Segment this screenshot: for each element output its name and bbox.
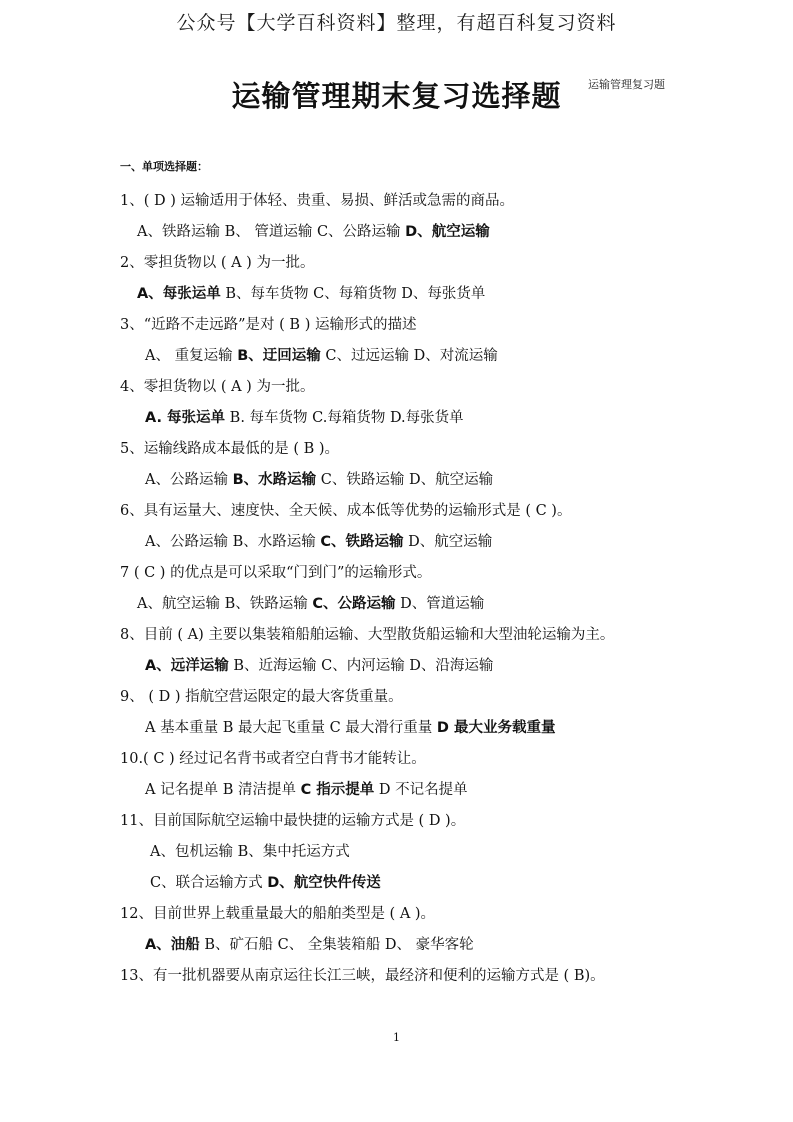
answer-options [145,532,492,552]
section-heading: 一、单项选择题： [120,160,208,173]
question-stem: 4、零担货物以 ( A ) 为一批。 [120,379,315,395]
correct-answer: A、油船 [145,937,200,953]
correct-answer: D、航空快件传送 [267,875,381,891]
header-note: 运输管理复习题 [588,78,665,91]
answer-options [145,718,555,738]
correct-answer: A、每张运单 [137,286,221,302]
option-text: C、铁路运输 D、航空运输 [316,472,494,488]
correct-answer: D 最大业务载重量 [436,720,556,736]
answer-options [137,594,484,614]
answer-options [145,935,474,955]
answer-options [137,222,490,242]
correct-answer: C 指示提单 [300,782,375,798]
correct-answer: C、铁路运输 [320,534,404,550]
answer-options [145,408,464,428]
answer-options [145,656,493,676]
option-text: A 记名提单 B 清洁提单 [145,782,301,798]
option-text: B. 每车货物 C.每箱货物 D.每张货单 [225,410,464,426]
correct-answer: A. 每张运单 [145,410,226,426]
option-text: A、包机运输 B、集中托运方式 [150,844,350,860]
option-text: A、公路运输 B、水路运输 [145,534,321,550]
answer-options [137,284,485,304]
question-stem: 13、有一批机器要从南京运往长江三峡，最经济和便利的运输方式是 ( B)。 [120,968,605,984]
correct-answer: A、远洋运输 [145,658,229,674]
option-text: A、铁路运输 B、 管道运输 C、公路运输 [137,224,406,240]
option-text: A、航空运输 B、铁路运输 [137,596,313,612]
option-text: B、每车货物 C、每箱货物 D、每张货单 [220,286,486,302]
option-text: D、航空运输 [403,534,493,550]
question-stem: 7 ( C ) 的优点是可以采取“门到门”的运输形式。 [120,565,432,581]
question-stem: 5、运输线路成本最低的是 ( B )。 [120,441,340,457]
option-text: C、过远运输 D、对流运输 [320,348,498,364]
correct-answer: D、航空运输 [405,224,490,240]
option-text: A、 重复运输 [145,348,238,364]
question-stem: 11、目前国际航空运输中最快捷的运输方式是 ( D )。 [120,813,466,829]
source-banner: 公众号【大学百科资料】整理，有超百科复习资料 [176,12,617,34]
option-text: D、管道运输 [395,596,485,612]
question-stem: 3、“近路不走远路”是对 ( B ) 运输形式的描述 [120,317,417,333]
option-text: A、公路运输 [145,472,233,488]
question-stem: 1、( D ) 运输适用于体轻、贵重、易损、鲜活或急需的商品。 [120,193,514,209]
answer-options [145,780,468,800]
correct-answer: C、公路运输 [312,596,396,612]
answer-options [145,346,498,366]
page-number: 1 [393,1031,400,1044]
correct-answer: B、水路运输 [232,472,317,488]
question-stem: 12、目前世界上载重量最大的船舶类型是 ( A )。 [120,906,436,922]
question-stem: 6、具有运量大、速度快、全天候、成本低等优势的运输形式是 ( C )。 [120,503,572,519]
option-text: C、联合运输方式 [150,875,268,891]
option-text: D 不记名提单 [374,782,468,798]
option-text: B、矿石船 C、 全集装箱船 D、 豪华客轮 [199,937,474,953]
question-stem: 2、零担货物以 ( A ) 为一批。 [120,255,315,271]
answer-options [150,842,350,862]
answer-options [145,470,493,490]
question-stem: 9、 ( D ) 指航空营运限定的最大客货重量。 [120,689,403,705]
question-stem: 8、目前 ( A) 主要以集装箱船舶运输、大型散货船运输和大型油轮运输为主。 [120,627,615,643]
correct-answer: B、迂回运输 [237,348,321,364]
page-title: 运输管理期末复习选择题 [231,79,562,113]
question-stem: 10.( C ) 经过记名背书或者空白背书才能转让。 [120,751,426,767]
answer-options [150,873,381,893]
option-text: B、近海运输 C、内河运输 D、沿海运输 [228,658,494,674]
option-text: A 基本重量 B 最大起飞重量 C 最大滑行重量 [145,720,437,736]
